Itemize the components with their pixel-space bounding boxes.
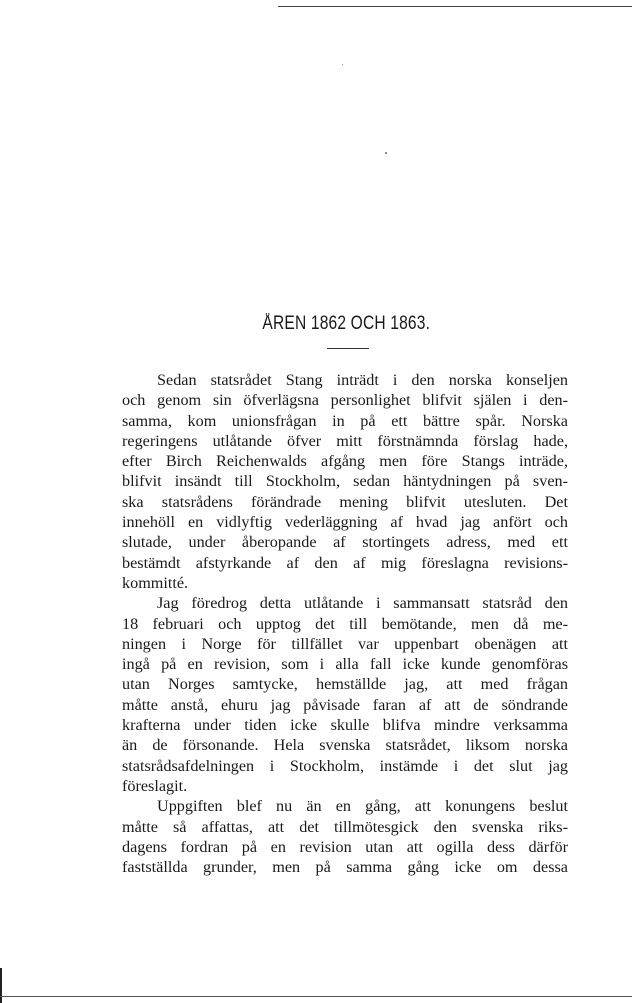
text-line: dagens fordran på en revision utan att ogilla dess därför: [122, 837, 568, 856]
text-line: samma, kom unionsfrågan in på ett bättre spår. Norska: [122, 411, 568, 430]
scan-edge-bottom: [0, 996, 632, 997]
paragraph-3: [122, 796, 568, 877]
text-line: Jag föredrog detta utlåtande i sammansatt statsråd den: [157, 594, 568, 613]
text-line: fastställda grunder, men på samma gång icke om dessa: [122, 858, 568, 877]
scan-speck: [385, 152, 387, 154]
scan-edge-top: [278, 6, 632, 7]
text-line: ska statsrådens förändrade mening blifvit utesluten. Det: [122, 492, 568, 511]
paragraph-1: [122, 370, 568, 593]
text-line: och genom sin öfverlägsna personlighet blifvit själen i den-: [122, 391, 568, 410]
text-line: efter Birch Reichenwalds afgång men före Stangs inträde,: [122, 452, 568, 471]
text-line: ingå på en revision, som i alla fall icke kunde genomföras: [122, 655, 568, 674]
text-line: slutade, under åberopande af stortingets adress, med ett: [122, 533, 568, 552]
text-line: krafterna under tiden icke skulle blifva mindre verksamma: [122, 716, 568, 735]
text-line: föreslagit.: [122, 776, 188, 795]
text-line: än de försonande. Hela svenska statsrådet, liksom norska: [122, 736, 568, 755]
text-line: Sedan statsrådet Stang inträdt i den norska konseljen: [157, 371, 568, 389]
body-text: [122, 370, 568, 877]
text-line: regeringens utlåtande öfver mitt förstnämnda förslag hade,: [122, 431, 568, 450]
paragraph-2: [122, 593, 568, 796]
text-line: innehöll en vidlyftig vederläggning af hvad jag anfört och: [122, 513, 568, 532]
text-line: 18 februari och upptog det till bemötande, men då me-: [122, 614, 568, 633]
text-line: måtte så affattas, att det tillmötesgick den svenska riks-: [122, 817, 568, 836]
scan-edge-left: [0, 968, 2, 1003]
scan-speck: [342, 64, 343, 65]
text-line: måtte anstå, ehuru jag påvisade faran af att de söndrande: [122, 695, 568, 714]
heading-rule: [327, 348, 369, 349]
text-line: kommitté.: [122, 573, 189, 592]
text-line: Uppgiften blef nu än en gång, att konungens beslut: [157, 797, 568, 816]
chapter-heading: ÅREN 1862 OCH 1863.: [262, 313, 431, 334]
text-line: utan Norges samtycke, hemställde jag, att med frågan: [122, 675, 568, 694]
text-line: ningen i Norge för tillfället var uppenbart obenägen att: [122, 634, 568, 653]
text-line: statsrådsafdelningen i Stockholm, instämde i det slut jag: [122, 756, 568, 775]
text-line: blifvit insändt till Stockholm, sedan häntydningen på sven-: [122, 472, 568, 491]
text-line: bestämdt afstyrkande af den af mig föreslagna revisions-: [122, 553, 568, 572]
